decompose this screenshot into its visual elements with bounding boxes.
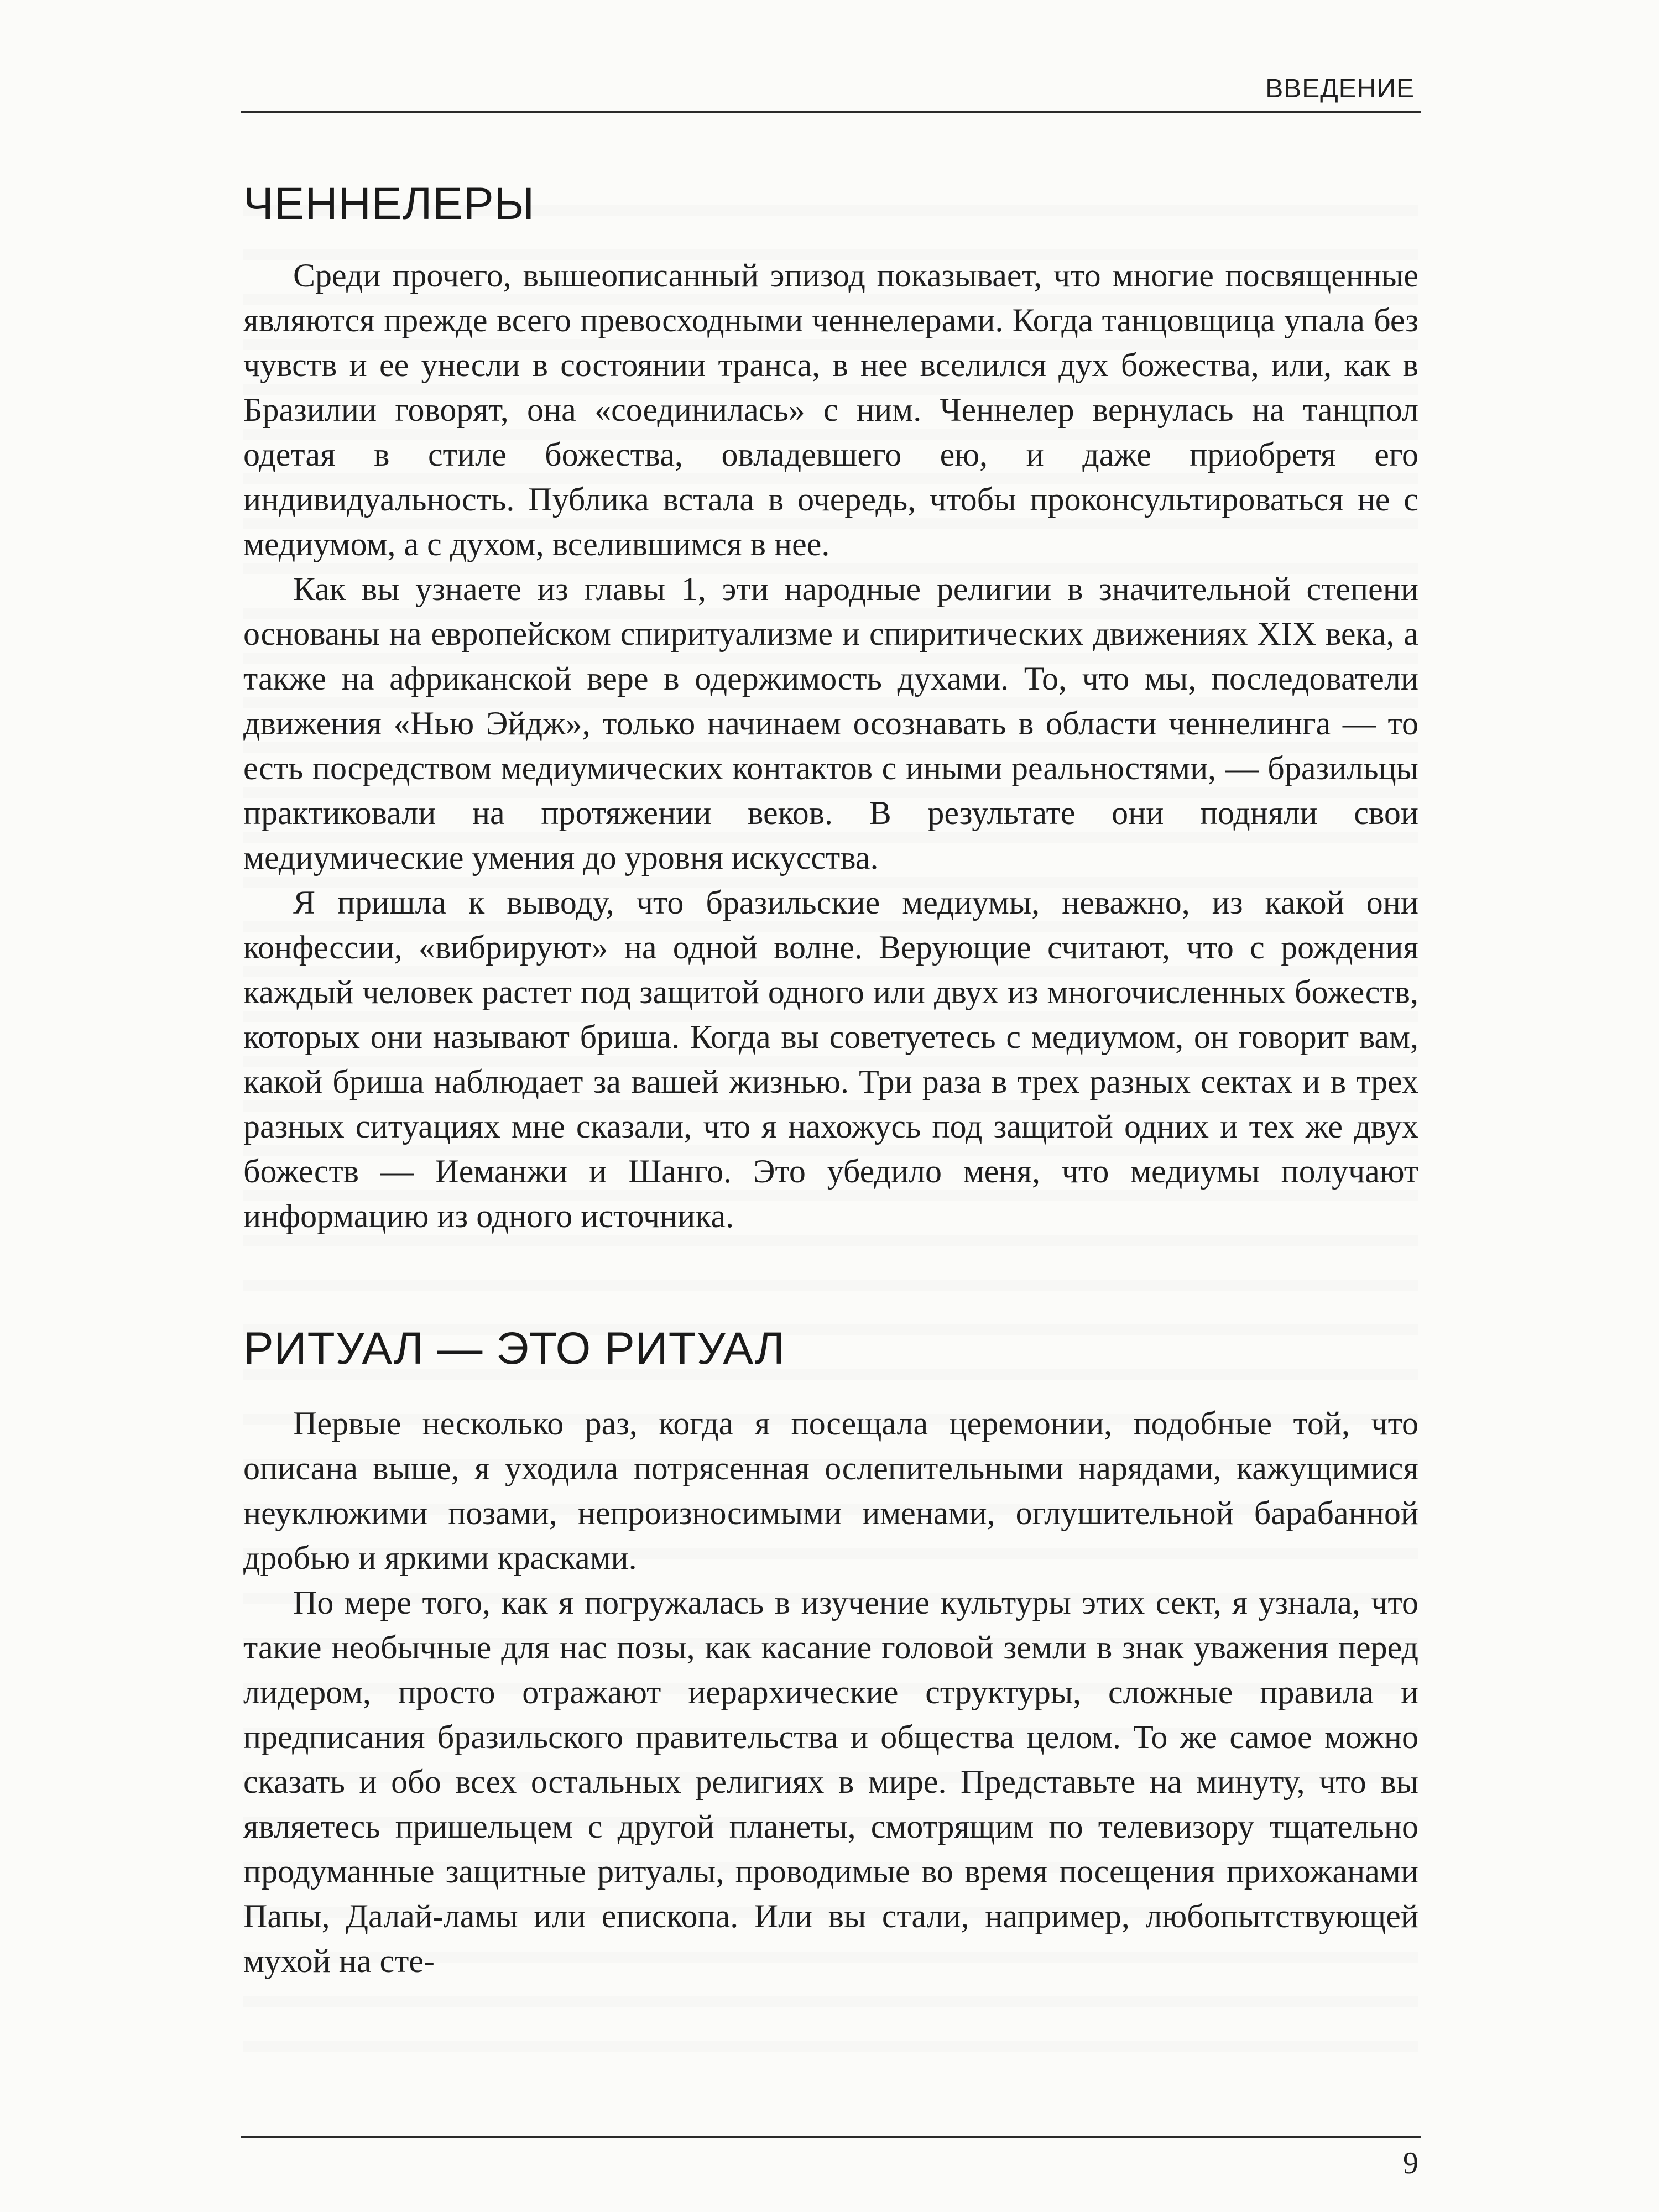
footer-rule (241, 2136, 1421, 2138)
section-heading-ritual: РИТУАЛ — ЭТО РИТУАЛ (243, 1323, 785, 1374)
paragraph: Первые несколько раз, когда я посещала церемонии, подобные той, что описана выше, я уходила потрясенная ослепительными нарядами, кажущимися неуклюжими позами, непроизносимыми именами, оглушительной барабанной дробью и яркими красками. (243, 1405, 1418, 1576)
page-body (243, 177, 1418, 1984)
page-number: 9 (1403, 2146, 1418, 2180)
running-header (241, 61, 1421, 113)
section-heading-channelers: ЧЕННЕЛЕРЫ (243, 179, 535, 229)
paragraph: Как вы узнаете из главы 1, эти народные религии в значительной степени основаны на европейском спиритуализме и спиритических движениях XIX века, а также на африканской вере в одержимость духами. То, что мы, последователи движения «Нью Эйдж», только начинаем осознавать в области ченнелинга — то есть посредством медиумических контактов с иными реальностями, — бразильцы практиковали на протяжении веков. В результате они подняли свои медиумические умения до уровня искусства. (243, 571, 1418, 877)
paragraph: По мере того, как я погружалась в изучение культуры этих сект, я узнала, что такие необычные для нас позы, как касание головой земли в знак уважения перед лидером, просто отражают иерархические структуры, сложные правила и предписания бразильского правительства и общества целом. То же самое можно сказать и обо всех остальных религиях в мире. Представьте на минуту, что вы являетесь пришельцем с другой планеты, смотрящим по телевизору тщательно продуманные защитные ритуалы, проводимые во время посещения прихожанами Папы, Далай-ламы или епископа. Или вы стали, например, любопытствующей мухой на сте- (243, 1584, 1418, 1979)
paragraph: Я пришла к выводу, что бразильские медиумы, неважно, из какой они конфессии, «вибрируют» на одной волне. Верующие считают, что с рождения каждый человек растет под защитой одного или двух из многочисленных божеств, которых они называют бриша. Когда вы советуетесь с медиумом, он говорит вам, какой бриша наблюдает за вашей жизнью. Три раза в трех разных сектах и в трех разных ситуациях мне сказали, что я нахожусь под защитой одних и тех же двух божеств — Иеманжи и Шанго. Это убедило меня, что медиумы получают информацию из одного источника. (243, 884, 1418, 1235)
paragraph: Среди прочего, вышеописанный эпизод показывает, что многие посвященные являются прежде всего превосходными ченнелерами. Когда танцовщица упала без чувств и ее унесли в состоянии транса, в нее вселился дух божества, или, как в Бразилии говорят, она «соединилась» с ним. Ченнелер вернулась на танцпол одетая в стиле божества, овладевшего ею, и даже приобретя его индивидуальность. Публика встала в очередь, чтобы проконсультироваться не с медиумом, а с духом, вселившимся в нее. (243, 257, 1418, 563)
running-title: ВВЕДЕНИЕ (1265, 74, 1415, 103)
